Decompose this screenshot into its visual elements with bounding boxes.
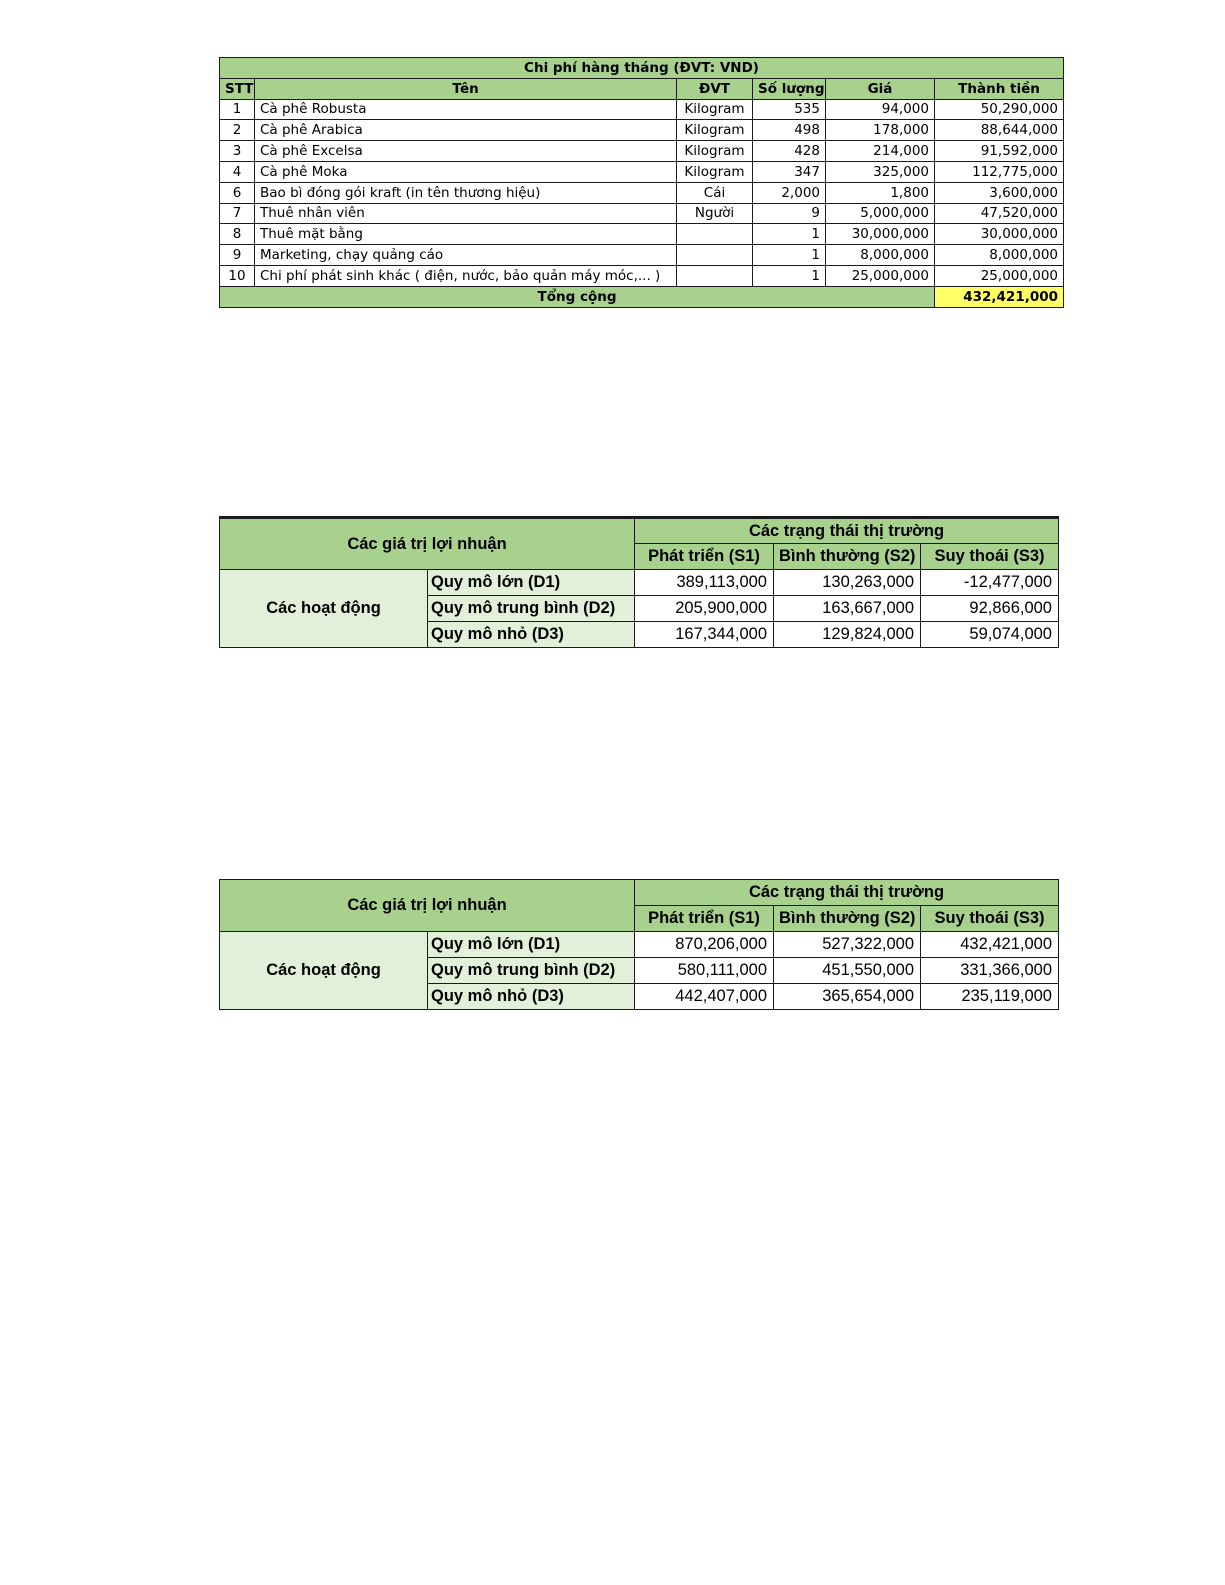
column-header-amount: Thành tiền [935,78,1064,99]
decision-label: Quy mô trung bình (D2) [428,596,635,622]
payoff-value: 205,900,000 [635,596,774,622]
row-amount: 47,520,000 [935,203,1064,224]
decision-label: Quy mô nhỏ (D3) [428,984,635,1010]
column-header-stt: STT [220,78,255,99]
payoff-corner-label: Các giá trị lợi nhuận [220,880,635,932]
row-quantity: 1 [753,265,826,286]
payoff-table-2 [219,879,1059,1010]
row-quantity: 1 [753,224,826,245]
total-value: 432,421,000 [935,286,1064,307]
row-amount: 91,592,000 [935,141,1064,162]
row-stt: 10 [220,265,255,286]
row-quantity: 1 [753,245,826,266]
row-amount: 30,000,000 [935,224,1064,245]
decision-label: Quy mô nhỏ (D3) [428,622,635,648]
row-amount: 3,600,000 [935,182,1064,203]
payoff-value: 442,407,000 [635,984,774,1010]
payoff-value: 167,344,000 [635,622,774,648]
total-row [220,286,1064,307]
payoff-value: 163,667,000 [774,596,921,622]
row-unit: Người [677,203,753,224]
row-amount: 25,000,000 [935,265,1064,286]
payoff-value: 451,550,000 [774,958,921,984]
row-price: 25,000,000 [826,265,935,286]
row-stt: 3 [220,141,255,162]
state-header-s3: Suy thoái (S3) [921,544,1059,570]
row-price: 8,000,000 [826,245,935,266]
column-header-price: Giá [826,78,935,99]
payoff-table-1 [219,516,1059,648]
row-stt: 1 [220,99,255,120]
row-amount: 8,000,000 [935,245,1064,266]
payoff-value: 129,824,000 [774,622,921,648]
row-quantity: 428 [753,141,826,162]
payoff-value: 331,366,000 [921,958,1059,984]
row-unit: Cái [677,182,753,203]
payoff-value: 580,111,000 [635,958,774,984]
row-quantity: 498 [753,120,826,141]
payoff-value: 92,866,000 [921,596,1059,622]
row-unit [677,245,753,266]
activities-label: Các hoạt động [220,570,428,648]
row-price: 5,000,000 [826,203,935,224]
row-name: Thuê mặt bằng [255,224,677,245]
row-name: Cà phê Moka [255,161,677,182]
table-row [220,245,1064,266]
cost-table-title: Chi phí hàng tháng (ĐVT: VND) [220,58,1064,79]
state-header-s1: Phát triển (S1) [635,544,774,570]
decision-label: Quy mô lớn (D1) [428,570,635,596]
row-quantity: 9 [753,203,826,224]
column-header-unit: ĐVT [677,78,753,99]
row-price: 214,000 [826,141,935,162]
row-name: Bao bì đóng gói kraft (in tên thương hiệu) [255,182,677,203]
payoff-value: -12,477,000 [921,570,1059,596]
row-unit: Kilogram [677,120,753,141]
row-price: 94,000 [826,99,935,120]
table-row [220,182,1064,203]
row-quantity: 2,000 [753,182,826,203]
row-price: 178,000 [826,120,935,141]
row-price: 30,000,000 [826,224,935,245]
row-stt: 6 [220,182,255,203]
payoff-value: 235,119,000 [921,984,1059,1010]
table-row [220,203,1064,224]
row-name: Cà phê Excelsa [255,141,677,162]
column-header-name: Tên [255,78,677,99]
payoff-value: 389,113,000 [635,570,774,596]
row-stt: 8 [220,224,255,245]
state-header-s3: Suy thoái (S3) [921,906,1059,932]
table-row [220,99,1064,120]
activities-label: Các hoạt động [220,932,428,1010]
row-quantity: 535 [753,99,826,120]
row-stt: 7 [220,203,255,224]
table-row [220,120,1064,141]
row-stt: 4 [220,161,255,182]
payoff-value: 59,074,000 [921,622,1059,648]
decision-label: Quy mô lớn (D1) [428,932,635,958]
row-name: Cà phê Arabica [255,120,677,141]
cost-table-title-row [220,58,1064,79]
row-name: Cà phê Robusta [255,99,677,120]
row-amount: 50,290,000 [935,99,1064,120]
payoff-value: 527,322,000 [774,932,921,958]
state-header-s2: Bình thường (S2) [774,906,921,932]
table-row [220,161,1064,182]
row-unit: Kilogram [677,141,753,162]
row-unit: Kilogram [677,161,753,182]
cost-table-header-row [220,78,1064,99]
table-row [220,265,1064,286]
table-row [220,570,1059,596]
row-name: Marketing, chạy quảng cáo [255,245,677,266]
row-stt: 9 [220,245,255,266]
table-row [220,224,1064,245]
total-label: Tổng cộng [220,286,935,307]
market-states-label: Các trạng thái thị trường [635,880,1059,906]
payoff-value: 365,654,000 [774,984,921,1010]
market-states-label: Các trạng thái thị trường [635,518,1059,544]
monthly-cost-table [219,57,1064,308]
table-row [220,141,1064,162]
column-header-quantity: Số lượng [753,78,826,99]
row-price: 1,800 [826,182,935,203]
row-unit [677,224,753,245]
payoff-value: 130,263,000 [774,570,921,596]
state-header-s1: Phát triển (S1) [635,906,774,932]
table-row [220,932,1059,958]
state-header-s2: Bình thường (S2) [774,544,921,570]
row-amount: 112,775,000 [935,161,1064,182]
row-price: 325,000 [826,161,935,182]
decision-label: Quy mô trung bình (D2) [428,958,635,984]
payoff-value: 432,421,000 [921,932,1059,958]
row-amount: 88,644,000 [935,120,1064,141]
payoff-value: 870,206,000 [635,932,774,958]
row-unit [677,265,753,286]
row-quantity: 347 [753,161,826,182]
row-unit: Kilogram [677,99,753,120]
row-name: Chi phí phát sinh khác ( điện, nước, bảo quản máy móc,... ) [255,265,677,286]
row-stt: 2 [220,120,255,141]
payoff-corner-label: Các giá trị lợi nhuận [220,518,635,570]
row-name: Thuê nhân viên [255,203,677,224]
